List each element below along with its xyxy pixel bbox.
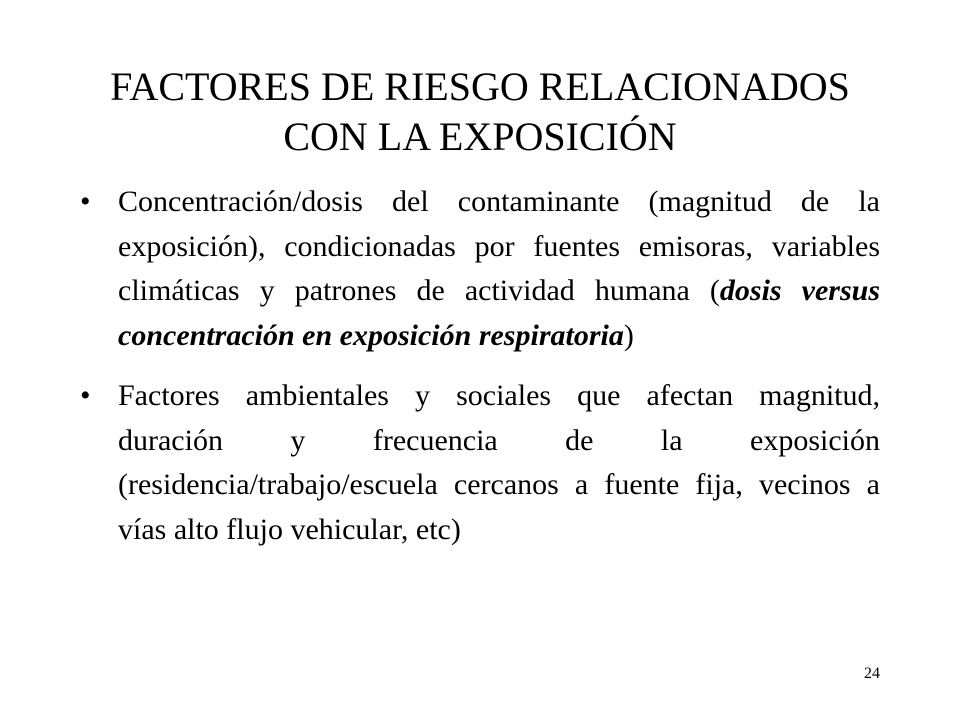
bullet-list bbox=[80, 180, 880, 568]
slide-title bbox=[60, 62, 900, 162]
bullet-item-concentration bbox=[80, 180, 880, 358]
bullet-marker: • bbox=[80, 185, 91, 218]
slide-title-line-1: FACTORES DE RIESGO RELACIONADOS bbox=[110, 64, 850, 109]
bullet-emphasis: dosis versus concentración en exposición respiratoria bbox=[118, 274, 881, 352]
bullet-item-factors bbox=[80, 374, 880, 552]
bullet-marker: • bbox=[80, 379, 91, 412]
bullet-text-after: ) bbox=[623, 318, 634, 352]
bullet-text-before: Concentración/dosis del contaminante (magnitud de la exposición), condicionadas por fuentes emisoras, variables climáticas y patrones de actividad humana ( bbox=[118, 185, 880, 307]
bullet-text: Factores ambientales y sociales que afectan magnitud, duración y frecuencia de la exposición (residencia/trabajo/escuela cercanos a fuente fija, vecinos a vías alto flujo vehicular, etc) bbox=[118, 379, 880, 546]
slide-title-line-2: CON LA EXPOSICIÓN bbox=[283, 114, 677, 159]
page-number: 24 bbox=[864, 665, 880, 682]
